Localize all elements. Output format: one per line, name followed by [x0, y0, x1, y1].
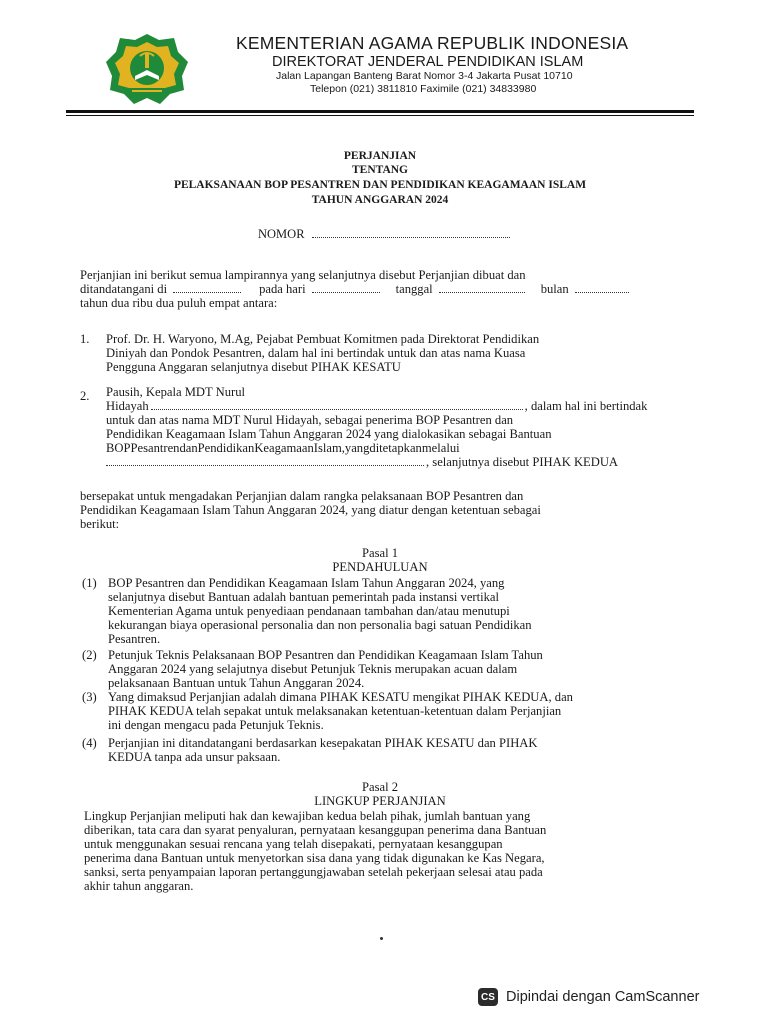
letterhead-rule	[66, 110, 694, 113]
kementerian-agama-emblem	[104, 32, 190, 106]
party2-paragraph	[106, 385, 693, 469]
party2-word-mdt: MDT	[184, 385, 213, 399]
party2-line-5	[106, 441, 693, 455]
pasal1-item-line: PIHAK KEDUA telah sepakat untuk melaksanakan ketentuan-ketentuan dalam Perjanjian	[108, 704, 562, 718]
signing-place-label: ditandatangani di	[80, 282, 168, 296]
pasal1-item-line: selanjutnya disebut Bantuan adalah bantuan pemerintah pada instansi vertikal	[108, 590, 499, 604]
pasal1-item-number: (3)	[82, 690, 97, 704]
party2-line5-word: melalui	[421, 441, 460, 455]
camscanner-text: Dipindai dengan CamScanner	[506, 989, 700, 1005]
party2-designation: , selanjutnya disebut PIHAK KEDUA	[426, 455, 619, 469]
party1-line-3: Pengguna Anggaran selanjutnya disebut PIHAK KESATU	[106, 360, 401, 374]
party2-line5-word: BOP	[106, 441, 131, 455]
party2-acting-text: , dalam hal ini bertindak	[524, 399, 648, 413]
party2-line-1	[106, 385, 693, 399]
pasal2-paragraph	[84, 809, 695, 893]
party2-line5-word: dan	[179, 441, 198, 455]
heading-title: PERJANJIAN	[343, 150, 417, 162]
pasal2-line: untuk menggunakan sesuai rencana yang telah disepakati, pernyataan kesanggupan	[84, 837, 503, 851]
intro-line-2	[80, 282, 693, 296]
party2-number: 2.	[80, 389, 90, 403]
party2-text-3: untuk dan atas nama MDT Nurul Hidayah, sebagai penerima BOP Pesantren dan	[106, 413, 514, 427]
signing-date-label: tanggal	[395, 282, 433, 296]
agreement-line-3: berikut:	[80, 517, 120, 531]
intro-text-1: Perjanjian ini berikut semua lampirannya yang selanjutnya disebut Perjanjian dibuat dan	[80, 268, 526, 282]
pasal2-line: diberikan, tata cara dan syarat penyaluran, pernyataan kesanggupan penerima dana Bantuan	[84, 823, 547, 837]
letterhead-rule-thin	[66, 115, 694, 116]
phone-line: Telepon (021) 3811810 Faximile (021) 34833980	[310, 83, 537, 95]
intro-line-3: tahun dua ribu dua puluh empat antara:	[80, 296, 278, 310]
pasal1-item-line: Kementerian Agama untuk penyediaan pendanaan tambahan dan/atau menutupi	[108, 604, 510, 618]
intro-paragraph	[80, 268, 693, 310]
directorate-name: DIREKTORAT JENDERAL PENDIDIKAN ISLAM	[272, 54, 584, 70]
nomor-field	[258, 227, 510, 242]
pasal1-item-line: kekurangan biaya operasional personalia dan non personalia bagi satuan Pendidikan	[108, 618, 532, 632]
pasal2-title: LINGKUP PERJANJIAN	[314, 794, 446, 808]
pasal1-title: PENDAHULUAN	[332, 560, 428, 574]
pasal1-item-line: KEDUA tanpa ada unsur paksaan.	[108, 750, 281, 764]
ministry-name: KEMENTERIAN AGAMA REPUBLIK INDONESIA	[236, 33, 629, 53]
signing-month-blank	[575, 283, 629, 293]
pasal1-item	[108, 736, 693, 764]
signing-place-blank	[173, 283, 241, 293]
party2-line5-word: yang	[344, 441, 370, 455]
pasal1-item	[108, 648, 693, 690]
address-line: Jalan Lapangan Banteng Barat Nomor 3-4 Jakarta Pusat 10710	[276, 70, 573, 82]
party2-line-3	[106, 413, 693, 427]
heading-subtitle: TENTANG	[351, 164, 409, 176]
agreement-line-2: Pendidikan Keagamaan Islam Tahun Anggaran 2024, yang diatur dengan ketentuan sebagai	[80, 503, 541, 517]
party2-line5-word: ditetapkan	[369, 441, 422, 455]
party2-line5-word: Keagamaan	[254, 441, 314, 455]
pasal1-item-number: (4)	[82, 736, 97, 750]
pasal1-item-line: BOP Pesantren dan Pendidikan Keagamaan Islam Tahun Anggaran 2024, yang	[108, 576, 505, 590]
pasal1-item-line: Pesantren.	[108, 632, 161, 646]
pasal1-item	[108, 690, 693, 732]
pasal1-item-line: Anggaran 2024 yang selajutnya disebut Petunjuk Teknis merupakan acuan dalam	[108, 662, 518, 676]
pasal1-item-number: (2)	[82, 648, 97, 662]
party1-line-1: Prof. Dr. H. Waryono, M.Ag, Pejabat Pembuat Komitmen pada Direktorat Pendidikan	[106, 332, 540, 346]
party2-name: Pausih,	[106, 385, 143, 399]
pasal2-line: akhir tahun anggaran.	[84, 879, 194, 893]
pasal1-label: Pasal 1	[361, 546, 399, 560]
heading-topic: PELAKSANAAN BOP PESANTREN DAN PENDIDIKAN KEAGAMAAN ISLAM	[173, 179, 587, 191]
party2-line5-word: Pesantren	[130, 441, 180, 455]
pasal1-item-line: Perjanjian ini ditandatangani berdasarkan kesepakatan PIHAK KESATU dan PIHAK	[108, 736, 538, 750]
party2-line-6	[106, 455, 693, 469]
nomor-label: NOMOR	[258, 227, 305, 241]
signing-day-blank	[312, 283, 380, 293]
party2-word-kepala: Kepala	[145, 385, 182, 399]
party2-line5-word: Pendidikan	[197, 441, 255, 455]
pasal2-line: sanksi, serta penyampaian laporan pertanggungjawaban setelah pekerjaan selesai atau pada	[84, 865, 543, 879]
party2-word-nurul: Nurul	[215, 385, 246, 399]
pasal1-item-line: pelaksanaan Bantuan untuk Tahun Anggaran 2024.	[108, 676, 365, 690]
party1-number: 1.	[80, 332, 90, 346]
pasal2-label: Pasal 2	[361, 780, 399, 794]
pasal1-item	[108, 576, 693, 646]
scan-speck	[380, 937, 383, 940]
agreement-paragraph	[80, 489, 693, 531]
party2-word-hidayah: Hidayah	[106, 399, 149, 413]
camscanner-watermark	[478, 984, 699, 1010]
party2-line-4: Pendidikan Keagamaan Islam Tahun Anggaran 2024 yang dialokasikan sebagai Bantuan	[106, 427, 552, 441]
party1-line-2: Diniyah dan Pondok Pesantren, dalam hal ini bertindak untuk dan atas nama Kuasa	[106, 346, 526, 360]
nomor-blank	[312, 228, 510, 238]
party2-blank	[151, 400, 523, 410]
intro-line-1	[80, 268, 693, 282]
heading-year: TAHUN ANGGARAN 2024	[311, 194, 449, 206]
party2-line-2	[106, 399, 693, 413]
pasal1-item-line: Petunjuk Teknis Pelaksanaan BOP Pesantren dan Pendidikan Keagamaan Islam Tahun	[108, 648, 543, 662]
pasal2-line: penerima dana Bantuan untuk menyetorkan sisa dana yang tidak digunakan ke Kas Negara,	[84, 851, 545, 865]
agreement-line-1: bersepakat untuk mengadakan Perjanjian dalam rangka pelaksanaan BOP Pesantren dan	[80, 489, 524, 503]
party2-line5-word: Islam,	[313, 441, 345, 455]
party1-paragraph	[106, 332, 693, 374]
pasal1-item-line: Yang dimaksud Perjanjian adalah dimana PIHAK KESATU mengikat PIHAK KEDUA, dan	[108, 690, 573, 704]
decree-blank	[106, 456, 424, 466]
pasal1-item-line: ini dengan mengacu pada Petunjuk Teknis.	[108, 718, 324, 732]
signing-date-blank	[439, 283, 525, 293]
camscanner-icon: CS	[478, 988, 498, 1006]
pasal2-line: Lingkup Perjanjian meliputi hak dan kewajiban kedua belah pihak, jumlah bantuan yang	[84, 809, 531, 823]
pasal1-item-number: (1)	[82, 576, 97, 590]
signing-day-label: pada hari	[259, 282, 306, 296]
signing-month-label: bulan	[540, 282, 569, 296]
